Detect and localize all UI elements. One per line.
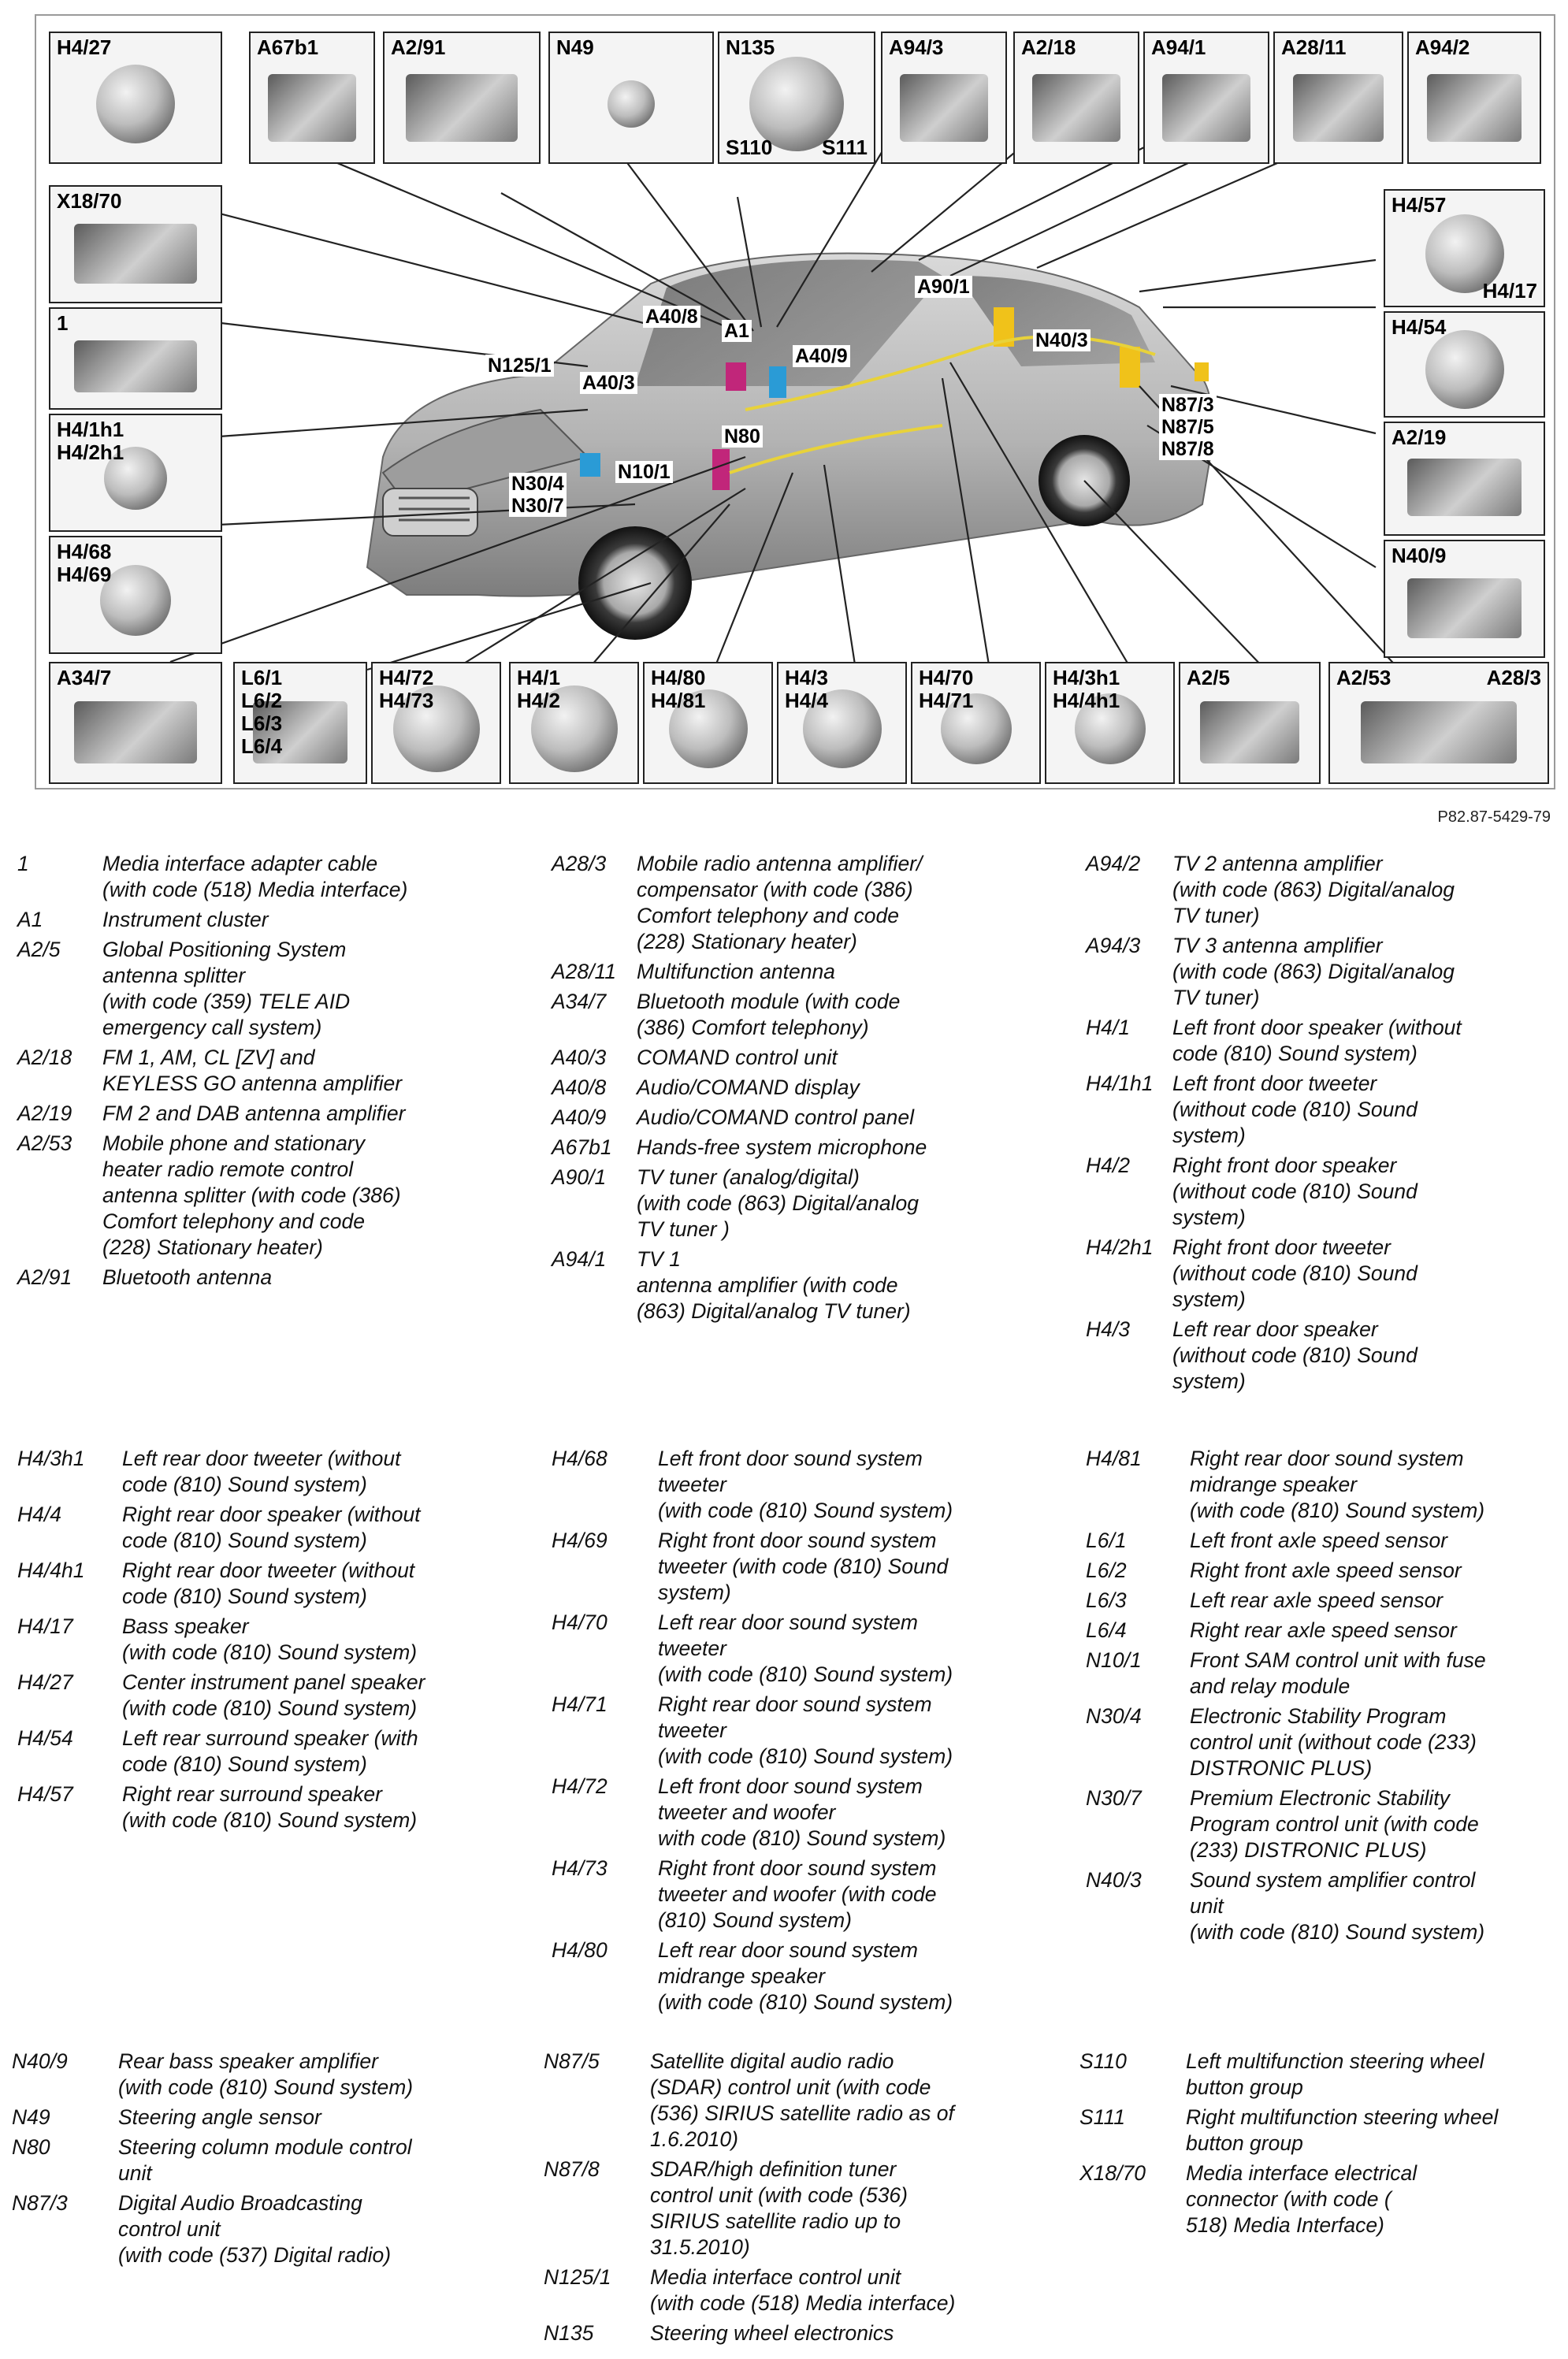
legend-row bbox=[1086, 851, 1566, 929]
legend-description: Left rear surround speaker (with code (810) Sound system) bbox=[122, 1726, 418, 1776]
thumbnail-h4-1h1 bbox=[49, 414, 222, 532]
legend-code: A40/9 bbox=[552, 1105, 607, 1129]
thumbnail-label: A67b1 bbox=[257, 35, 319, 59]
thumbnail-label-secondary: H4/17 bbox=[1482, 279, 1537, 303]
legend-code: A1 bbox=[17, 908, 43, 931]
legend-row bbox=[1086, 1446, 1560, 1524]
legend-column bbox=[17, 851, 512, 1295]
legend-description: Right front door speaker (without code (810) Sound system) bbox=[1172, 1153, 1418, 1229]
legend-code: H4/71 bbox=[552, 1692, 608, 1716]
steering-angle-sensor-icon bbox=[608, 80, 655, 128]
thumbnail-x18-70 bbox=[49, 185, 222, 303]
legend-row bbox=[552, 1528, 1013, 1606]
legend-description: Right rear axle speed sensor bbox=[1190, 1618, 1457, 1642]
legend-description: Right rear door speaker (without code (810) Sound system) bbox=[122, 1503, 421, 1552]
legend-description: Bluetooth antenna bbox=[102, 1265, 273, 1289]
thumbnail-h4-57 bbox=[1384, 189, 1545, 307]
legend-description: COMAND control unit bbox=[637, 1046, 838, 1069]
legend-row bbox=[17, 1558, 500, 1610]
legend-code: L6/3 bbox=[1086, 1588, 1127, 1612]
thumbnail-a2-5 bbox=[1179, 662, 1321, 784]
legend-row bbox=[1086, 1618, 1560, 1644]
thumbnail-n135 bbox=[718, 32, 875, 164]
legend-row bbox=[17, 1131, 512, 1261]
legend-description: Right front door sound system tweeter (with code (810) Sound system) bbox=[658, 1529, 949, 1604]
legend-description: TV 2 antenna amplifier (with code (863) Digital/analog TV tuner) bbox=[1172, 852, 1455, 927]
antenna-splitter-icon bbox=[1361, 701, 1518, 763]
legend-code: A40/3 bbox=[552, 1046, 607, 1069]
thumbnail-label: H4/1h1 H4/2h1 bbox=[57, 418, 124, 464]
legend-row bbox=[1086, 1528, 1560, 1554]
legend-code: A2/18 bbox=[17, 1046, 72, 1069]
legend-code: L6/4 bbox=[1086, 1618, 1127, 1642]
antenna-amplifier-icon bbox=[1032, 74, 1120, 141]
thumbnail-label: H4/68 H4/69 bbox=[57, 540, 112, 586]
thumbnail-h4-70 bbox=[911, 662, 1041, 784]
legend-description: Bluetooth module (with code (386) Comfort telephony) bbox=[637, 990, 901, 1039]
thumbnail-n49 bbox=[548, 32, 714, 164]
legend-row bbox=[552, 1075, 1046, 1101]
legend-code: L6/2 bbox=[1086, 1558, 1127, 1582]
legend-description: TV 3 antenna amplifier (with code (863) Digital/analog TV tuner) bbox=[1172, 934, 1455, 1009]
antenna-amplifier-icon bbox=[1162, 74, 1250, 141]
round-speaker-icon bbox=[96, 65, 175, 143]
thumbnail-label: 1 bbox=[57, 311, 69, 335]
legend-description: Steering column module control unit bbox=[118, 2135, 412, 2185]
legend-row bbox=[552, 851, 1046, 955]
thumbnail-h4-72 bbox=[371, 662, 501, 784]
legend-row bbox=[1079, 2160, 1556, 2238]
legend-row bbox=[1086, 1015, 1566, 1067]
legend-column bbox=[12, 2049, 496, 2272]
thumbnail-a2-18 bbox=[1013, 32, 1139, 164]
thumbnail-label: A34/7 bbox=[57, 666, 112, 689]
legend-description: Front SAM control unit with fuse and relay module bbox=[1190, 1648, 1486, 1698]
bluetooth-antenna-icon bbox=[406, 74, 517, 141]
legend-code: A40/8 bbox=[552, 1075, 607, 1099]
legend-row bbox=[552, 1692, 1013, 1770]
legend-row bbox=[17, 1614, 500, 1666]
legend-row bbox=[17, 1726, 500, 1778]
gps-splitter-icon bbox=[1200, 701, 1300, 763]
thumbnail-label: A2/18 bbox=[1021, 35, 1076, 59]
legend-row bbox=[1086, 1071, 1566, 1149]
legend-code: N30/7 bbox=[1086, 1786, 1142, 1810]
callout-label: N40/3 bbox=[1033, 329, 1091, 351]
legend-row bbox=[552, 1446, 1013, 1524]
legend-row bbox=[1086, 1235, 1566, 1313]
legend-description: Bass speaker (with code (810) Sound system) bbox=[122, 1614, 418, 1664]
thumbnail-a94-1 bbox=[1143, 32, 1269, 164]
legend-row bbox=[12, 2105, 496, 2131]
thumbnail-label: H4/3 H4/4 bbox=[785, 666, 828, 712]
legend-row bbox=[17, 851, 512, 903]
thumbnail-label-secondary: S110 bbox=[726, 136, 773, 159]
legend-code: A67b1 bbox=[552, 1135, 612, 1159]
thumbnail-a28-11 bbox=[1273, 32, 1403, 164]
legend-row bbox=[17, 1446, 500, 1498]
legend-column bbox=[1086, 851, 1566, 1399]
legend-code: N10/1 bbox=[1086, 1648, 1142, 1672]
thumbnail-a2-91 bbox=[383, 32, 541, 164]
thumbnail-a34-7 bbox=[49, 662, 222, 784]
legend-code: A2/19 bbox=[17, 1101, 72, 1125]
legend-description: Media interface control unit (with code (518) Media interface) bbox=[650, 2265, 956, 2315]
legend-row bbox=[12, 2049, 496, 2101]
legend-row bbox=[544, 2157, 1020, 2261]
legend-column bbox=[1086, 1446, 1560, 1949]
thumbnail-label: A94/3 bbox=[889, 35, 944, 59]
legend-row bbox=[544, 2264, 1020, 2316]
legend-code: H4/2 bbox=[1086, 1153, 1130, 1177]
legend-column bbox=[552, 1446, 1013, 2019]
legend-row bbox=[12, 2190, 496, 2268]
legend-code: N125/1 bbox=[544, 2265, 611, 2289]
thumbnail-a2-19 bbox=[1384, 422, 1545, 536]
thumbnail-label: H4/70 H4/71 bbox=[919, 666, 974, 712]
legend-description: Right rear door sound system tweeter (with code (810) Sound system) bbox=[658, 1692, 953, 1768]
legend-code: H4/3 bbox=[1086, 1317, 1130, 1341]
legend-code: H4/72 bbox=[552, 1774, 608, 1798]
legend-description: FM 1, AM, CL [ZV] and KEYLESS GO antenna amplifier bbox=[102, 1046, 403, 1095]
legend-description: Left rear door sound system tweeter (with code (810) Sound system) bbox=[658, 1610, 953, 1686]
legend-description: Audio/COMAND control panel bbox=[637, 1105, 915, 1129]
legend-description: Right rear door tweeter (without code (810) Sound system) bbox=[122, 1558, 415, 1608]
thumbnail-a67b1 bbox=[249, 32, 375, 164]
legend-code: A94/2 bbox=[1086, 852, 1141, 875]
thumbnail-h4-54 bbox=[1384, 311, 1545, 418]
legend-row bbox=[552, 1246, 1046, 1324]
legend-row bbox=[1086, 1703, 1560, 1781]
legend-column bbox=[544, 2049, 1020, 2350]
legend-row bbox=[552, 1937, 1013, 2015]
thumbnail-label: A94/1 bbox=[1151, 35, 1206, 59]
legend-description: Right rear door sound system midrange speaker (with code (810) Sound system) bbox=[1190, 1447, 1485, 1522]
legend-row bbox=[552, 1045, 1046, 1071]
legend-description: Left multifunction steering wheel button group bbox=[1186, 2049, 1484, 2099]
legend-description: Left rear door speaker (without code (810) Sound system) bbox=[1172, 1317, 1418, 1393]
legend-description: Left rear door sound system midrange speaker (with code (810) Sound system) bbox=[658, 1938, 953, 2014]
legend-code: N135 bbox=[544, 2321, 594, 2345]
thumbnail-label: H4/27 bbox=[57, 35, 112, 59]
legend-code: N87/3 bbox=[12, 2191, 68, 2215]
legend-column bbox=[17, 1446, 500, 1837]
legend-description: Steering angle sensor bbox=[118, 2105, 321, 2129]
legend-description: Multifunction antenna bbox=[637, 960, 835, 983]
legend-row bbox=[17, 907, 512, 933]
thumbnail-label: H4/54 bbox=[1392, 315, 1447, 339]
legend-row bbox=[17, 1101, 512, 1127]
legend-row bbox=[1086, 1785, 1560, 1863]
thumbnail-label: A28/11 bbox=[1281, 35, 1347, 59]
legend-row bbox=[1086, 1867, 1560, 1945]
thumbnail-a94-3 bbox=[881, 32, 1007, 164]
legend-description: Left rear door tweeter (without code (810) Sound system) bbox=[122, 1447, 401, 1496]
figure-reference: P82.87-5429-79 bbox=[1437, 808, 1551, 826]
legend-description: Left front door sound system tweeter (with code (810) Sound system) bbox=[658, 1447, 953, 1522]
thumbnail-label: H4/72 H4/73 bbox=[379, 666, 434, 712]
legend-code: H4/57 bbox=[17, 1782, 73, 1806]
legend-row bbox=[544, 2320, 1020, 2346]
legend-code: H4/68 bbox=[552, 1447, 608, 1470]
legend-code: H4/4h1 bbox=[17, 1558, 85, 1582]
legend-description: Right front door tweeter (without code (810) Sound system) bbox=[1172, 1235, 1418, 1311]
front-wheel bbox=[578, 526, 692, 640]
legend-row bbox=[17, 1670, 500, 1722]
legend-code: H4/73 bbox=[552, 1856, 608, 1880]
legend-description: Right rear surround speaker (with code (810) Sound system) bbox=[122, 1782, 418, 1832]
thumbnail-label: N49 bbox=[556, 35, 594, 59]
legend-code: H4/80 bbox=[552, 1938, 608, 1962]
legend-code: H4/69 bbox=[552, 1529, 608, 1552]
thumbnail-n40-9 bbox=[1384, 540, 1545, 658]
legend-description: TV tuner (analog/digital) (with code (863) Digital/analog TV tuner ) bbox=[637, 1165, 919, 1241]
legend-row bbox=[552, 989, 1046, 1041]
callout-label: A1 bbox=[722, 320, 752, 342]
legend-description: TV 1 antenna amplifier (with code (863) Digital/analog TV tuner) bbox=[637, 1247, 911, 1323]
microphone-module-icon bbox=[268, 74, 356, 141]
legend-code: N80 bbox=[12, 2135, 50, 2159]
legend-row bbox=[552, 1856, 1013, 1934]
legend-description: Mobile radio antenna amplifier/ compensator (with code (386) Comfort telephony and code (228) Stationary heater) bbox=[637, 852, 923, 953]
bluetooth-module-icon bbox=[74, 701, 197, 763]
legend-row bbox=[552, 959, 1046, 985]
legend-row bbox=[1086, 1317, 1566, 1395]
callout-label: N87/3 N87/5 N87/8 bbox=[1159, 394, 1217, 460]
thumbnail-h4-80 bbox=[643, 662, 773, 784]
legend-description: Electronic Stability Program control unit (without code (233) DISTRONIC PLUS) bbox=[1190, 1704, 1477, 1780]
legend-description: Left front door tweeter (without code (810) Sound system) bbox=[1172, 1072, 1418, 1147]
legend-code: N30/4 bbox=[1086, 1704, 1142, 1728]
amplifier-box-icon bbox=[1407, 578, 1522, 638]
legend-row bbox=[1086, 1558, 1560, 1584]
legend-description: Digital Audio Broadcasting control unit (with code (537) Digital radio) bbox=[118, 2191, 392, 2267]
thumbnail-label: N40/9 bbox=[1392, 544, 1447, 567]
legend-row bbox=[1079, 2049, 1556, 2101]
adapter-cable-icon bbox=[74, 340, 197, 392]
legend-code: X18/70 bbox=[1079, 2161, 1146, 2185]
thumbnail-label: X18/70 bbox=[57, 189, 122, 213]
legend-description: Hands-free system microphone bbox=[637, 1135, 927, 1159]
thumbnail-label: A2/19 bbox=[1392, 425, 1447, 449]
legend-code: H4/70 bbox=[552, 1610, 608, 1634]
thumbnail-label: H4/57 bbox=[1392, 193, 1447, 217]
legend-code: L6/1 bbox=[1086, 1529, 1127, 1552]
legend-code: N40/3 bbox=[1086, 1868, 1142, 1892]
thumbnail-a94-2 bbox=[1407, 32, 1541, 164]
thumbnail-label: N135 bbox=[726, 35, 775, 59]
callout-label: N10/1 bbox=[615, 461, 673, 483]
legend-code: A2/53 bbox=[17, 1131, 72, 1155]
legend-row bbox=[552, 1105, 1046, 1131]
thumbnail-h4-1 bbox=[509, 662, 639, 784]
legend-row bbox=[552, 1165, 1046, 1243]
legend-code: S111 bbox=[1079, 2105, 1125, 2129]
thumbnail-h4-68 bbox=[49, 536, 222, 654]
legend-description: SDAR/high definition tuner control unit (with code (536) SIRIUS satellite radio up to 31.5.2010) bbox=[650, 2157, 908, 2259]
legend-code: H4/17 bbox=[17, 1614, 73, 1638]
legend-column bbox=[552, 851, 1046, 1328]
legend-code: H4/27 bbox=[17, 1670, 73, 1694]
legend-description: Instrument cluster bbox=[102, 908, 269, 931]
legend-description: Rear bass speaker amplifier (with code (810) Sound system) bbox=[118, 2049, 414, 2099]
legend-row bbox=[17, 937, 512, 1041]
thumbnail-label: A2/5 bbox=[1187, 666, 1230, 689]
thumbnail-label-tertiary: S111 bbox=[822, 136, 868, 159]
legend-row bbox=[1079, 2105, 1556, 2157]
callout-label: N30/4 N30/7 bbox=[509, 473, 567, 517]
legend-column bbox=[1079, 2049, 1556, 2242]
legend-row bbox=[1086, 1648, 1560, 1700]
legend-row bbox=[552, 1774, 1013, 1852]
callout-label: N80 bbox=[722, 425, 763, 448]
legend-code: A28/11 bbox=[552, 960, 617, 983]
legend-code: H4/4 bbox=[17, 1503, 61, 1526]
legend-code: 1 bbox=[17, 852, 29, 875]
legend-description: Right front door sound system tweeter and woofer (with code (810) Sound system) bbox=[658, 1856, 937, 1932]
legend-description: Premium Electronic Stability Program control unit (with code (233) DISTRONIC PLUS) bbox=[1190, 1786, 1479, 1862]
legend-description: Left rear axle speed sensor bbox=[1190, 1588, 1444, 1612]
thumbnail-h4-27 bbox=[49, 32, 222, 164]
legend-description: FM 2 and DAB antenna amplifier bbox=[102, 1101, 406, 1125]
legend-description: Media interface electrical connector (with code ( 518) Media Interface) bbox=[1186, 2161, 1418, 2237]
thumbnail-label: L6/1 L6/2 L6/3 L6/4 bbox=[241, 666, 283, 758]
legend-code: H4/1h1 bbox=[1086, 1072, 1154, 1095]
thumbnail-label-secondary: A28/3 bbox=[1486, 666, 1541, 689]
thumbnail-label: A94/2 bbox=[1415, 35, 1470, 59]
thumbnail-label: A2/91 bbox=[391, 35, 446, 59]
legend-row bbox=[17, 1502, 500, 1554]
antenna-amplifier-icon bbox=[900, 74, 988, 141]
legend-row bbox=[544, 2049, 1020, 2153]
legend-row bbox=[17, 1265, 512, 1291]
surround-speaker-icon bbox=[1425, 330, 1504, 409]
thumbnail-l6 bbox=[233, 662, 367, 784]
legend-description: Left front axle speed sensor bbox=[1190, 1529, 1448, 1552]
callout-label: N125/1 bbox=[485, 355, 554, 377]
thumbnail-h4-3 bbox=[777, 662, 907, 784]
legend-description: Steering wheel electronics bbox=[650, 2321, 894, 2345]
legend-code: A34/7 bbox=[552, 990, 607, 1013]
antenna-amplifier-icon bbox=[1407, 459, 1522, 516]
legend-row bbox=[17, 1781, 500, 1833]
thumbnail-label: H4/80 H4/81 bbox=[651, 666, 706, 712]
callout-label: A40/3 bbox=[580, 372, 637, 394]
roof-antenna-icon bbox=[1293, 74, 1384, 141]
thumbnail-label: H4/3h1 H4/4h1 bbox=[1053, 666, 1120, 712]
legend-description: Global Positioning System antenna splitter (with code (359) TELE AID emergency call system) bbox=[102, 938, 351, 1039]
legend-code: N87/8 bbox=[544, 2157, 600, 2181]
legend-description: Sound system amplifier control unit (with code (810) Sound system) bbox=[1190, 1868, 1485, 1944]
callout-label: A40/9 bbox=[793, 345, 850, 367]
legend-code: A28/3 bbox=[552, 852, 607, 875]
legend-code: H4/1 bbox=[1086, 1016, 1130, 1039]
legend-row bbox=[1086, 933, 1566, 1011]
legend-row bbox=[1086, 1153, 1566, 1231]
legend-description: Left front door speaker (without code (810) Sound system) bbox=[1172, 1016, 1462, 1065]
legend-code: H4/3h1 bbox=[17, 1447, 85, 1470]
legend-description: Right multifunction steering wheel button group bbox=[1186, 2105, 1499, 2155]
legend-code: H4/81 bbox=[1086, 1447, 1142, 1470]
callout-label: A90/1 bbox=[915, 276, 972, 298]
legend-description: Media interface adapter cable (with code (518) Media interface) bbox=[102, 852, 408, 901]
legend-row bbox=[552, 1610, 1013, 1688]
legend-code: N40/9 bbox=[12, 2049, 68, 2073]
thumbnail-1 bbox=[49, 307, 222, 410]
legend-row bbox=[17, 1045, 512, 1097]
legend-row bbox=[552, 1135, 1046, 1161]
legend-description: Audio/COMAND display bbox=[637, 1075, 860, 1099]
legend-code: A2/91 bbox=[17, 1265, 72, 1289]
legend-code: A94/3 bbox=[1086, 934, 1141, 957]
legend-code: H4/2h1 bbox=[1086, 1235, 1154, 1259]
legend-code: N87/5 bbox=[544, 2049, 600, 2073]
legend-code: H4/54 bbox=[17, 1726, 73, 1750]
antenna-amplifier-icon bbox=[1427, 74, 1522, 141]
connector-icon bbox=[74, 224, 197, 284]
component-location-diagram bbox=[35, 14, 1555, 789]
legend-description: Mobile phone and stationary heater radio remote control antenna splitter (with code (386) Comfort telephony and code (228) Stationary heater) bbox=[102, 1131, 401, 1259]
legend-description: Right front axle speed sensor bbox=[1190, 1558, 1462, 1582]
legend-code: A94/1 bbox=[552, 1247, 607, 1271]
legend-code: N49 bbox=[12, 2105, 50, 2129]
legend-row bbox=[1086, 1588, 1560, 1614]
callout-label: A40/8 bbox=[643, 306, 700, 328]
legend-code: A90/1 bbox=[552, 1165, 607, 1189]
thumbnail-a2-53 bbox=[1328, 662, 1549, 784]
thumbnail-label: H4/1 H4/2 bbox=[517, 666, 560, 712]
thumbnail-label: A2/53 bbox=[1336, 666, 1392, 689]
legend-description: Center instrument panel speaker (with code (810) Sound system) bbox=[122, 1670, 425, 1720]
legend-description: Left front door sound system tweeter and woofer with code (810) Sound system) bbox=[658, 1774, 946, 1850]
legend-code: S110 bbox=[1079, 2049, 1127, 2073]
legend-code: A2/5 bbox=[17, 938, 61, 961]
thumbnail-h4-3h1 bbox=[1045, 662, 1175, 784]
legend-row bbox=[12, 2134, 496, 2186]
legend-description: Satellite digital audio radio (SDAR) control unit (with code (536) SIRIUS satellite radio as of 1.6.2010) bbox=[650, 2049, 954, 2151]
